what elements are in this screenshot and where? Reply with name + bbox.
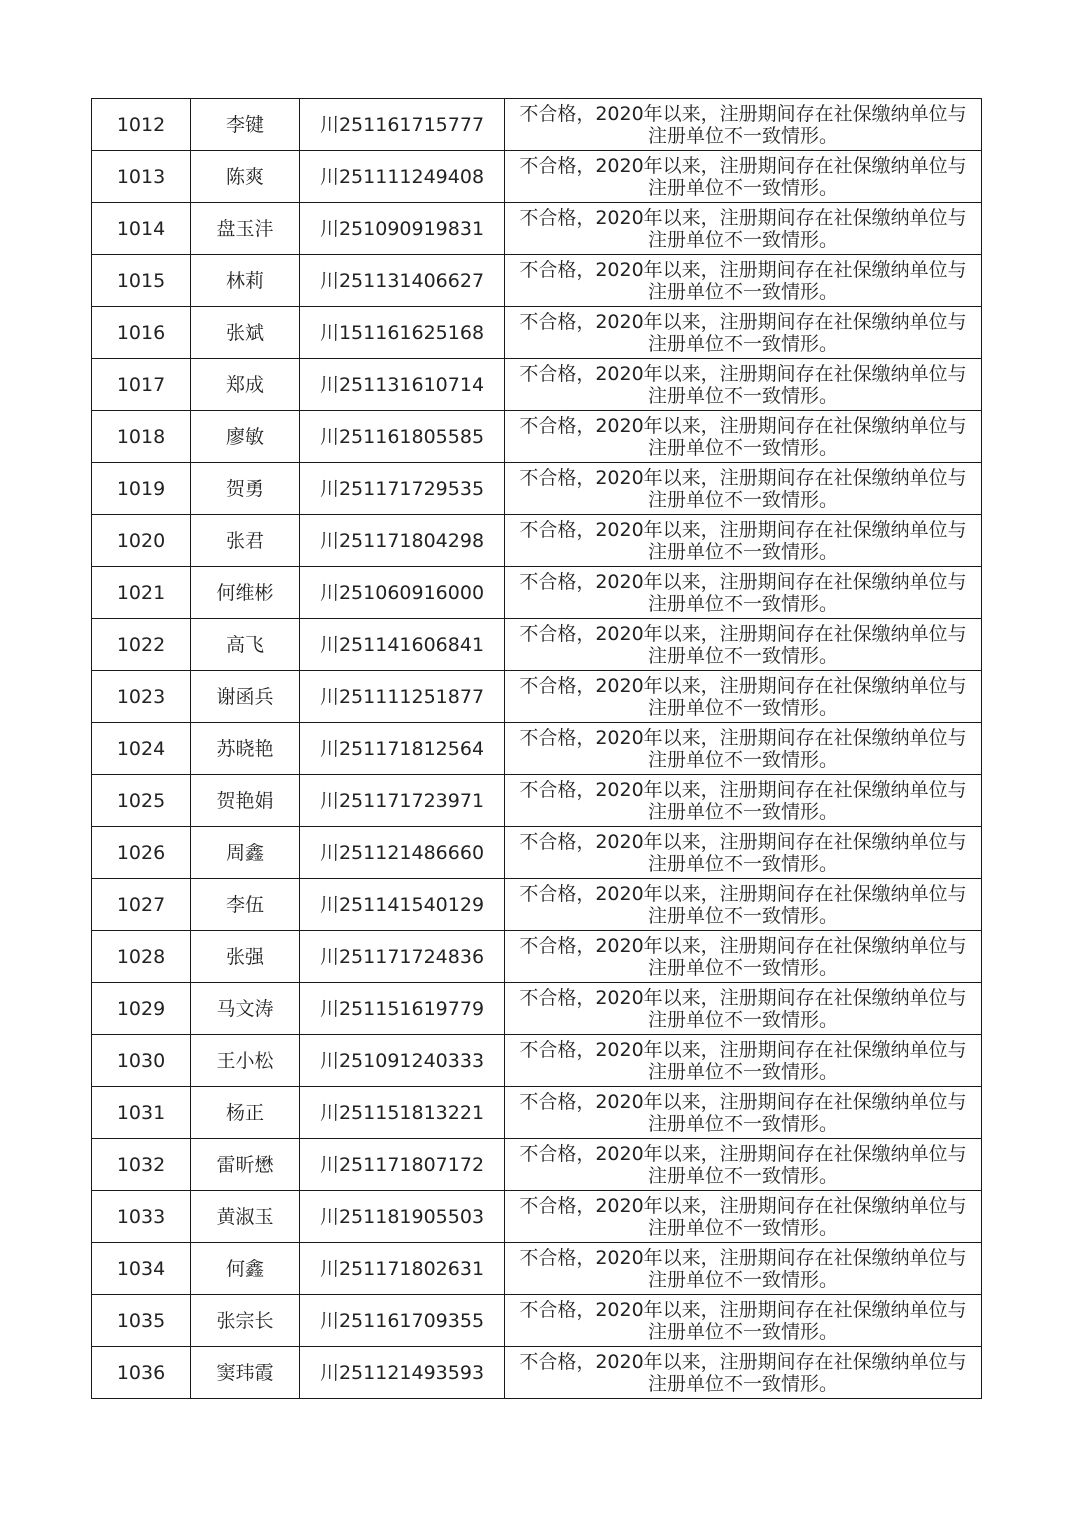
certificate-number-cell: 川251091240333: [300, 1035, 505, 1087]
review-result-line: 不合格，2020年以来，注册期间存在社保缴纳单位与: [519, 1090, 967, 1113]
row-number-cell: 1012: [92, 99, 191, 151]
review-result-line: 不合格，2020年以来，注册期间存在社保缴纳单位与: [519, 570, 967, 593]
certificate-number-cell: 川251151813221: [300, 1087, 505, 1139]
name-cell: 马文涛: [191, 983, 300, 1035]
review-result-line: 不合格，2020年以来，注册期间存在社保缴纳单位与: [519, 466, 967, 489]
certificate-number-cell: 川251121486660: [300, 827, 505, 879]
name-cell: 高飞: [191, 619, 300, 671]
row-number-cell: 1032: [92, 1139, 191, 1191]
table-row: [92, 1243, 982, 1295]
table-row: [92, 307, 982, 359]
name-cell: 窦玮霞: [191, 1347, 300, 1399]
review-result-cell: [505, 203, 982, 255]
certificate-number-cell: 川251131610714: [300, 359, 505, 411]
certificate-number-cell: 川251161715777: [300, 99, 505, 151]
certificate-number-cell: 川251131406627: [300, 255, 505, 307]
review-result-line: 注册单位不一致情形。: [647, 592, 838, 615]
row-number-cell: 1013: [92, 151, 191, 203]
review-result-line: 不合格，2020年以来，注册期间存在社保缴纳单位与: [519, 362, 967, 385]
review-result-cell: [505, 359, 982, 411]
row-number-cell: 1023: [92, 671, 191, 723]
row-number-cell: 1022: [92, 619, 191, 671]
review-result-cell: [505, 1243, 982, 1295]
certificate-number-cell: 川251181905503: [300, 1191, 505, 1243]
review-result-cell: [505, 827, 982, 879]
table-row: [92, 463, 982, 515]
review-result-cell: [505, 411, 982, 463]
review-result-line: 注册单位不一致情形。: [647, 904, 838, 927]
row-number-cell: 1033: [92, 1191, 191, 1243]
name-cell: 贺艳娟: [191, 775, 300, 827]
name-cell: 雷昕懋: [191, 1139, 300, 1191]
review-result-line: 不合格，2020年以来，注册期间存在社保缴纳单位与: [519, 778, 967, 801]
certificate-number-cell: 川251171807172: [300, 1139, 505, 1191]
name-cell: 盘玉沣: [191, 203, 300, 255]
review-result-line: 不合格，2020年以来，注册期间存在社保缴纳单位与: [519, 1298, 967, 1321]
review-result-cell: [505, 1347, 982, 1399]
row-number-cell: 1021: [92, 567, 191, 619]
row-number-cell: 1017: [92, 359, 191, 411]
review-result-line: 注册单位不一致情形。: [647, 488, 838, 511]
review-result-line: 不合格，2020年以来，注册期间存在社保缴纳单位与: [519, 622, 967, 645]
row-number-cell: 1029: [92, 983, 191, 1035]
results-table-body: [92, 99, 982, 1399]
review-result-cell: [505, 463, 982, 515]
certificate-number-cell: 川251090919831: [300, 203, 505, 255]
review-result-cell: [505, 151, 982, 203]
review-result-line: 注册单位不一致情形。: [647, 280, 838, 303]
row-number-cell: 1014: [92, 203, 191, 255]
review-result-line: 不合格，2020年以来，注册期间存在社保缴纳单位与: [519, 1350, 967, 1373]
table-row: [92, 1139, 982, 1191]
row-number-cell: 1024: [92, 723, 191, 775]
review-result-cell: [505, 255, 982, 307]
name-cell: 郑成: [191, 359, 300, 411]
review-result-line: 注册单位不一致情形。: [647, 852, 838, 875]
table-row: [92, 775, 982, 827]
table-row: [92, 567, 982, 619]
table-row: [92, 827, 982, 879]
certificate-number-cell: 川251171729535: [300, 463, 505, 515]
review-result-line: 注册单位不一致情形。: [647, 800, 838, 823]
row-number-cell: 1016: [92, 307, 191, 359]
name-cell: 周鑫: [191, 827, 300, 879]
review-result-cell: [505, 983, 982, 1035]
review-result-line: 注册单位不一致情形。: [647, 1112, 838, 1135]
review-result-line: 不合格，2020年以来，注册期间存在社保缴纳单位与: [519, 310, 967, 333]
review-result-cell: [505, 99, 982, 151]
table-row: [92, 1295, 982, 1347]
row-number-cell: 1030: [92, 1035, 191, 1087]
name-cell: 张斌: [191, 307, 300, 359]
row-number-cell: 1018: [92, 411, 191, 463]
table-row: [92, 671, 982, 723]
review-result-line: 注册单位不一致情形。: [647, 176, 838, 199]
row-number-cell: 1026: [92, 827, 191, 879]
certificate-number-cell: 川251171724836: [300, 931, 505, 983]
row-number-cell: 1015: [92, 255, 191, 307]
review-result-line: 注册单位不一致情形。: [647, 1008, 838, 1031]
certificate-number-cell: 川251141606841: [300, 619, 505, 671]
review-result-line: 不合格，2020年以来，注册期间存在社保缴纳单位与: [519, 518, 967, 541]
certificate-number-cell: 川251171723971: [300, 775, 505, 827]
name-cell: 王小松: [191, 1035, 300, 1087]
certificate-number-cell: 川251161709355: [300, 1295, 505, 1347]
certificate-number-cell: 川251151619779: [300, 983, 505, 1035]
review-result-line: 注册单位不一致情形。: [647, 1216, 838, 1239]
review-result-line: 注册单位不一致情形。: [647, 748, 838, 771]
row-number-cell: 1025: [92, 775, 191, 827]
certificate-number-cell: 川251141540129: [300, 879, 505, 931]
name-cell: 张君: [191, 515, 300, 567]
row-number-cell: 1019: [92, 463, 191, 515]
name-cell: 廖敏: [191, 411, 300, 463]
review-result-line: 注册单位不一致情形。: [647, 228, 838, 251]
review-result-cell: [505, 671, 982, 723]
review-result-line: 注册单位不一致情形。: [647, 384, 838, 407]
row-number-cell: 1031: [92, 1087, 191, 1139]
table-row: [92, 151, 982, 203]
review-result-cell: [505, 515, 982, 567]
certificate-number-cell: 川251171802631: [300, 1243, 505, 1295]
review-result-cell: [505, 1191, 982, 1243]
review-result-line: 不合格，2020年以来，注册期间存在社保缴纳单位与: [519, 102, 967, 125]
results-table: [91, 98, 982, 1399]
review-result-line: 不合格，2020年以来，注册期间存在社保缴纳单位与: [519, 986, 967, 1009]
certificate-number-cell: 川251111249408: [300, 151, 505, 203]
name-cell: 李伍: [191, 879, 300, 931]
review-result-cell: [505, 619, 982, 671]
table-row: [92, 1191, 982, 1243]
review-result-line: 不合格，2020年以来，注册期间存在社保缴纳单位与: [519, 1142, 967, 1165]
review-result-line: 不合格，2020年以来，注册期间存在社保缴纳单位与: [519, 414, 967, 437]
review-result-line: 不合格，2020年以来，注册期间存在社保缴纳单位与: [519, 258, 967, 281]
review-result-line: 不合格，2020年以来，注册期间存在社保缴纳单位与: [519, 1038, 967, 1061]
row-number-cell: 1036: [92, 1347, 191, 1399]
certificate-number-cell: 川251121493593: [300, 1347, 505, 1399]
certificate-number-cell: 川151161625168: [300, 307, 505, 359]
review-result-line: 不合格，2020年以来，注册期间存在社保缴纳单位与: [519, 154, 967, 177]
table-row: [92, 203, 982, 255]
table-row: [92, 1347, 982, 1399]
review-result-cell: [505, 723, 982, 775]
table-row: [92, 931, 982, 983]
review-result-cell: [505, 879, 982, 931]
name-cell: 杨正: [191, 1087, 300, 1139]
certificate-number-cell: 川251161805585: [300, 411, 505, 463]
review-result-cell: [505, 931, 982, 983]
certificate-number-cell: 川251171812564: [300, 723, 505, 775]
row-number-cell: 1028: [92, 931, 191, 983]
name-cell: 林莉: [191, 255, 300, 307]
name-cell: 何鑫: [191, 1243, 300, 1295]
review-result-line: 注册单位不一致情形。: [647, 1268, 838, 1291]
table-row: [92, 723, 982, 775]
name-cell: 张强: [191, 931, 300, 983]
table-row: [92, 99, 982, 151]
table-row: [92, 411, 982, 463]
review-result-line: 注册单位不一致情形。: [647, 436, 838, 459]
review-result-line: 注册单位不一致情形。: [647, 1320, 838, 1343]
name-cell: 谢函兵: [191, 671, 300, 723]
name-cell: 苏晓艳: [191, 723, 300, 775]
name-cell: 李键: [191, 99, 300, 151]
name-cell: 何维彬: [191, 567, 300, 619]
name-cell: 贺勇: [191, 463, 300, 515]
review-result-line: 不合格，2020年以来，注册期间存在社保缴纳单位与: [519, 206, 967, 229]
review-result-cell: [505, 775, 982, 827]
review-result-line: 注册单位不一致情形。: [647, 1372, 838, 1395]
table-row: [92, 359, 982, 411]
review-result-line: 注册单位不一致情形。: [647, 124, 838, 147]
review-result-line: 注册单位不一致情形。: [647, 644, 838, 667]
review-result-cell: [505, 1139, 982, 1191]
review-result-line: 不合格，2020年以来，注册期间存在社保缴纳单位与: [519, 726, 967, 749]
certificate-number-cell: 川251111251877: [300, 671, 505, 723]
review-result-line: 注册单位不一致情形。: [647, 1164, 838, 1187]
certificate-number-cell: 川251171804298: [300, 515, 505, 567]
table-row: [92, 515, 982, 567]
row-number-cell: 1035: [92, 1295, 191, 1347]
row-number-cell: 1034: [92, 1243, 191, 1295]
review-result-cell: [505, 567, 982, 619]
name-cell: 张宗长: [191, 1295, 300, 1347]
review-result-cell: [505, 1087, 982, 1139]
review-result-cell: [505, 1035, 982, 1087]
table-row: [92, 1087, 982, 1139]
review-result-line: 注册单位不一致情形。: [647, 540, 838, 563]
row-number-cell: 1027: [92, 879, 191, 931]
table-row: [92, 619, 982, 671]
review-result-cell: [505, 1295, 982, 1347]
review-result-cell: [505, 307, 982, 359]
table-row: [92, 879, 982, 931]
certificate-number-cell: 川251060916000: [300, 567, 505, 619]
review-result-line: 注册单位不一致情形。: [647, 1060, 838, 1083]
table-row: [92, 1035, 982, 1087]
review-result-line: 不合格，2020年以来，注册期间存在社保缴纳单位与: [519, 934, 967, 957]
table-row: [92, 983, 982, 1035]
review-result-line: 不合格，2020年以来，注册期间存在社保缴纳单位与: [519, 830, 967, 853]
table-row: [92, 255, 982, 307]
name-cell: 陈爽: [191, 151, 300, 203]
review-result-line: 注册单位不一致情形。: [647, 696, 838, 719]
review-result-line: 不合格，2020年以来，注册期间存在社保缴纳单位与: [519, 882, 967, 905]
review-result-line: 注册单位不一致情形。: [647, 956, 838, 979]
name-cell: 黄淑玉: [191, 1191, 300, 1243]
review-result-line: 不合格，2020年以来，注册期间存在社保缴纳单位与: [519, 1194, 967, 1217]
row-number-cell: 1020: [92, 515, 191, 567]
review-result-line: 不合格，2020年以来，注册期间存在社保缴纳单位与: [519, 1246, 967, 1269]
review-result-line: 不合格，2020年以来，注册期间存在社保缴纳单位与: [519, 674, 967, 697]
review-result-line: 注册单位不一致情形。: [647, 332, 838, 355]
